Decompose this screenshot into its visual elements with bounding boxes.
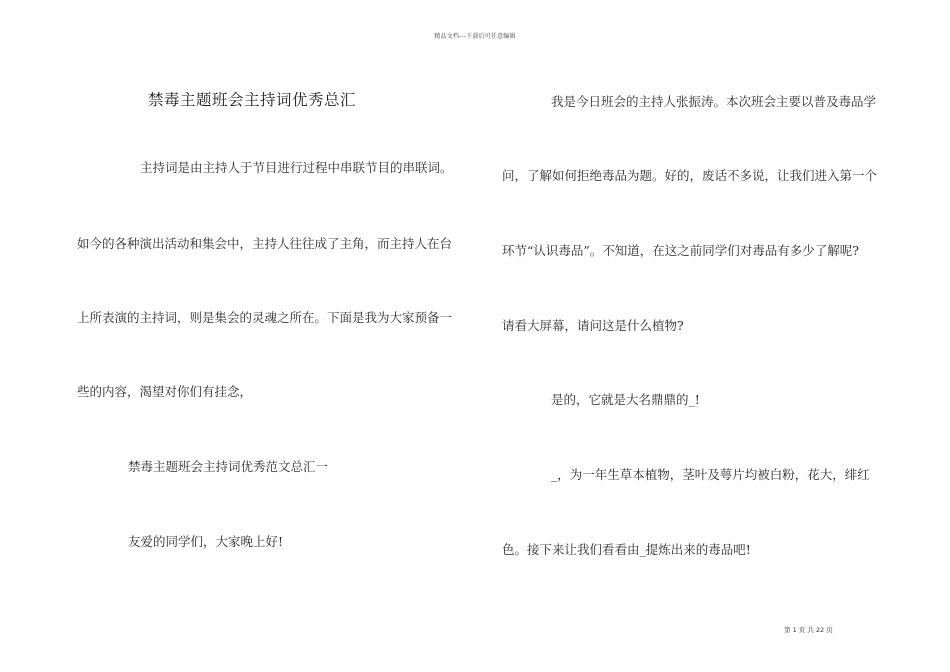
paragraph-line: 主持词是由主持人于节目进行过程中串联节目的串联词。 xyxy=(140,160,453,175)
paragraph-line: 我是今日班会的主持人张振涛。本次班会主要以普及毒品学 xyxy=(551,94,877,109)
paragraph-line: 友爱的同学们，大家晚上好! xyxy=(128,534,284,549)
paragraph-line: _，为一年生草本植物，茎叶及萼片均被白粉，花大，绯红 xyxy=(551,467,870,482)
paragraph-line: 问，了解如何拒绝毒品为题。好的，废话不多说，让我们进入第一个 xyxy=(502,168,878,183)
paragraph-line: 色。接下来让我们看看由_提炼出来的毒品吧! xyxy=(502,542,751,557)
document-title: 禁毒主题班会主持词优秀总汇 xyxy=(148,91,357,109)
paragraph-line: 是的，它就是大名鼎鼎的_! xyxy=(551,392,700,407)
paragraph-line: 请看大屏幕，请问这是什么植物? xyxy=(502,318,684,333)
section-heading: 禁毒主题班会主持词优秀范文总汇一 xyxy=(128,459,329,474)
paragraph-line: 上所表演的主持词，则是集会的灵魂之所在。下面是我为大家预备一 xyxy=(77,310,453,325)
document-header-note: 精品文档---下载后可任意编辑 xyxy=(434,33,516,40)
paragraph-line: 些的内容，渴望对你们有挂念， xyxy=(77,384,253,399)
page-number-footer: 第 1 页 共 22 页 xyxy=(784,626,833,634)
paragraph-line: 如今的各种演出活动和集会中，主持人往往成了主角，而主持人在台 xyxy=(77,236,453,251)
paragraph-line: 环节“认识毒品”。不知道，在这之前同学们对毒品有多少了解呢? xyxy=(502,243,859,258)
